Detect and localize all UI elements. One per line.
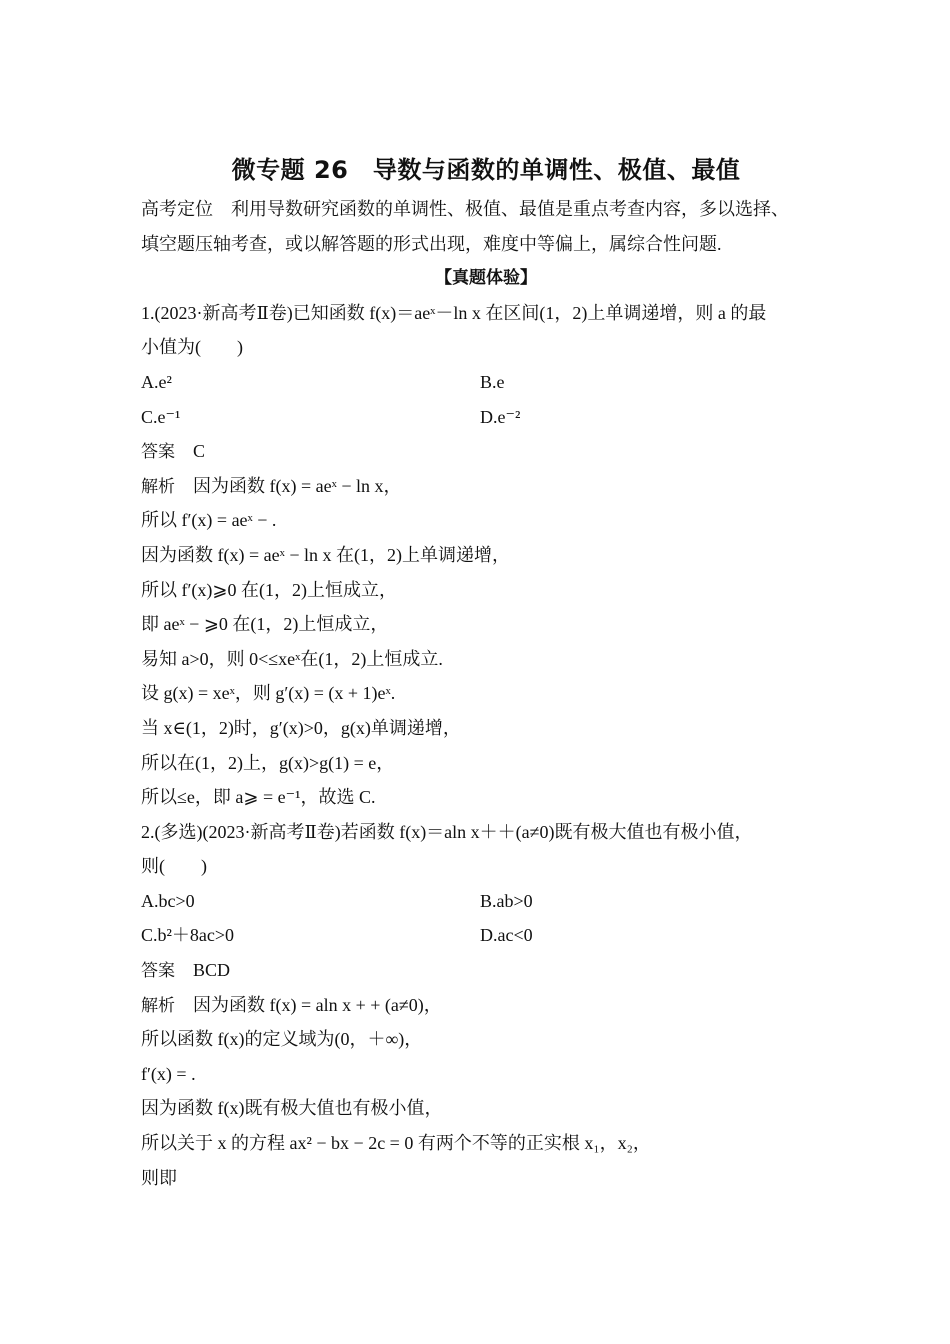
document-page: [141, 150, 831, 1195]
q2-option-c: C.b²＋8ac>0: [141, 925, 235, 946]
q1-answer-label: 答案: [141, 442, 175, 463]
q1-analysis-first: [141, 469, 831, 504]
q1-analysis-text: 因为函数 f(x) = aeˣ − ln x，: [193, 475, 402, 496]
q2-option-d: D.ac<0: [480, 925, 533, 946]
q2-stem-line-2: 则( ): [141, 856, 207, 877]
q1-analysis-line: 所以在(1，2)上，g(x)>g(1) = e，: [141, 752, 395, 773]
q1-analysis-line: 所以 f′(x)⩾0 在(1，2)上恒成立，: [141, 579, 397, 600]
q1-analysis-line: 即 aeˣ − ⩾0 在(1，2)上恒成立，: [141, 614, 389, 635]
q1-analysis-line: 当 x∈(1，2)时，g′(x)>0，g(x)单调递增，: [141, 717, 461, 738]
q2-option-a: A.bc>0: [141, 890, 195, 911]
q2-analysis-line: 则即: [141, 1167, 177, 1188]
q2-stem-line-1: 2.(多选)(2023·新高考Ⅱ卷)若函数 f(x)＝aln x＋＋(a≠0)既有极大值也有极小值，: [141, 821, 753, 842]
q2-analysis-line: 所以函数 f(x)的定义域为(0，＋∞)，: [141, 1029, 423, 1050]
q2-answer: [141, 953, 831, 988]
q1-analysis-label: 解析: [141, 476, 175, 497]
page-title: 微专题 26 导数与函数的单调性、极值、最值: [231, 156, 741, 184]
q1-stem-line-2: 小值为( ): [141, 337, 243, 358]
q1-analysis-line: 所以 f′(x) = aeˣ − .: [141, 510, 277, 531]
q2-analysis-first: [141, 988, 831, 1023]
q2-analysis-line: f′(x) = .: [141, 1063, 196, 1084]
q1-stem-line-1: 1.(2023·新高考Ⅱ卷)已知函数 f(x)＝aeˣ－ln x 在区间(1，2)上单调递增，则 a 的最: [141, 302, 767, 323]
q1-option-a: A.e²: [141, 371, 172, 392]
q1-options-row-1: [141, 365, 831, 400]
q2-analysis-line: 因为函数 f(x)既有极大值也有极小值，: [141, 1098, 443, 1119]
section-heading: 【真题体验】: [435, 268, 537, 289]
q1-options-row-2: [141, 400, 831, 435]
q1-option-d: D.e⁻²: [480, 406, 521, 427]
q2-analysis-text: 因为函数 f(x) = aln x + + (a≠0)，: [193, 994, 442, 1015]
intro-line-2: 填空题压轴考查，或以解答题的形式出现，难度中等偏上，属综合性问题.: [141, 233, 722, 254]
q1-analysis-line: 所以≤e，即 a⩾ = e⁻¹，故选 C.: [141, 787, 376, 808]
q1-analysis-line: 易知 a>0，则 0<≤xeˣ在(1，2)上恒成立.: [141, 648, 443, 669]
q2-answer-label: 答案: [141, 961, 175, 982]
q1-analysis-line: 因为函数 f(x) = aeˣ − ln x 在(1，2)上单调递增，: [141, 544, 510, 565]
q2-answer-value: BCD: [193, 960, 231, 981]
q2-analysis-label: 解析: [141, 995, 175, 1016]
q2-options-row-2: [141, 918, 831, 953]
q2-options-row-1: [141, 884, 831, 919]
intro-line-1: 高考定位 利用导数研究函数的单调性、极值、最值是重点考查内容，多以选择、: [141, 199, 789, 219]
q2-option-b: B.ab>0: [480, 890, 533, 911]
q2-analysis-line: 所以关于 x 的方程 ax² − bx − 2c = 0 有两个不等的正实根 x₁，x₂，: [141, 1133, 651, 1154]
q1-answer-value: C: [193, 441, 206, 462]
q1-analysis-line: 设 g(x) = xeˣ，则 g′(x) = (x + 1)eˣ.: [141, 683, 396, 704]
q1-option-c: C.e⁻¹: [141, 406, 181, 427]
q1-option-b: B.e: [480, 371, 505, 392]
q1-answer: [141, 434, 831, 469]
